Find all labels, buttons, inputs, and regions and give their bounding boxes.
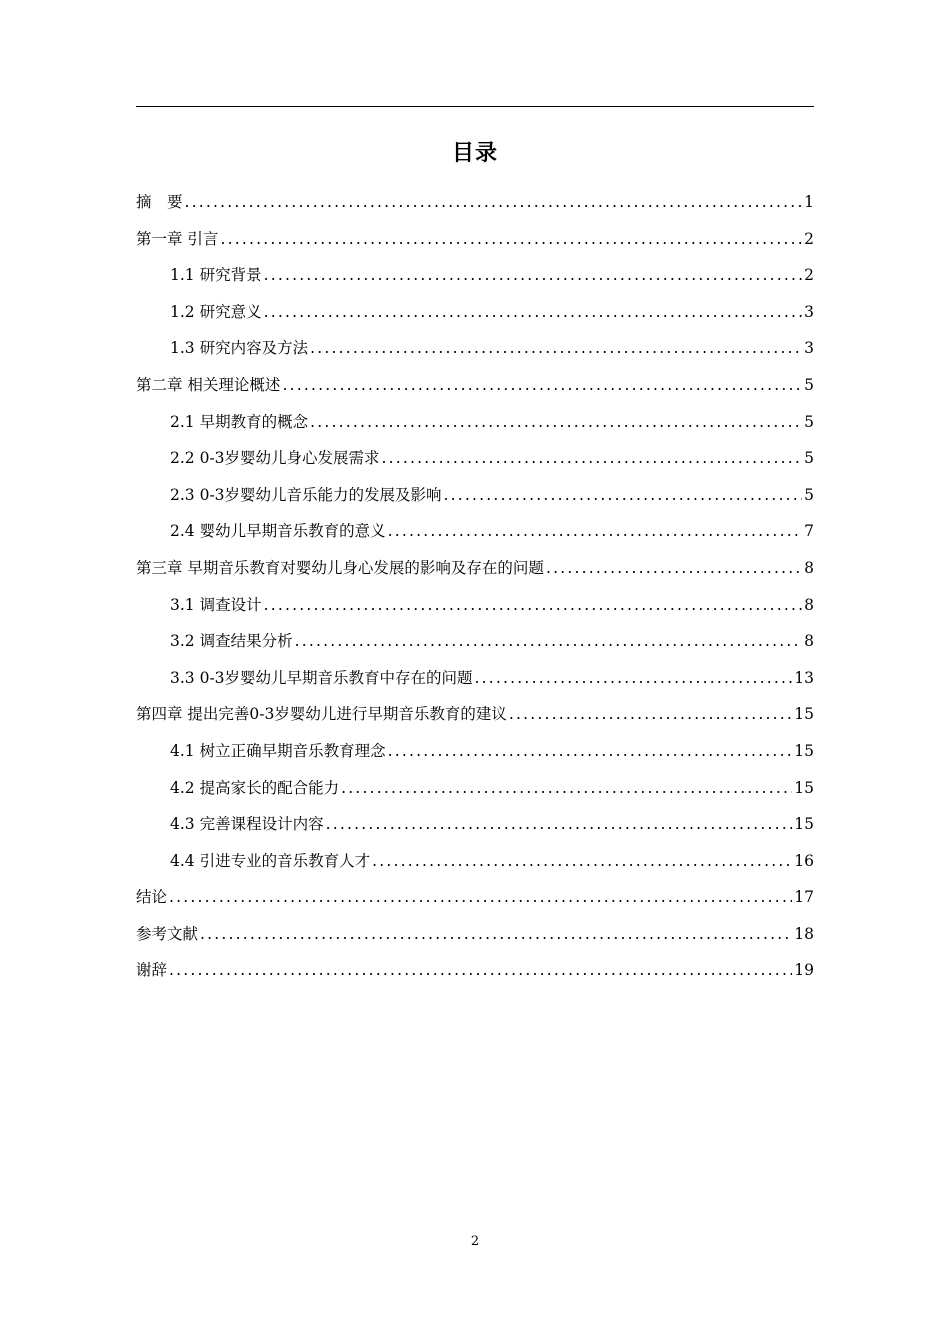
toc-leader-dots [264,587,803,624]
toc-entry-page: 5 [804,375,814,394]
toc-leader-dots [388,733,793,770]
toc-entry-label: 2.2 0-3岁婴幼儿身心发展需求 [170,449,380,468]
toc-leader-dots [185,184,803,221]
toc-entry-page: 5 [804,412,814,431]
toc-entry[interactable] [136,367,814,404]
toc-entry-label: 第二章 相关理论概述 [136,375,281,394]
toc-entry[interactable] [136,184,814,221]
toc-leader-dots [169,952,792,989]
toc-leader-dots [310,404,802,441]
toc-entry-page: 5 [804,485,814,504]
toc-leader-dots [326,806,793,843]
toc-title: 目录 [451,141,498,166]
toc-leader-dots [264,294,803,331]
toc-entry[interactable] [136,257,814,294]
toc-leader-dots [169,879,792,916]
toc-entry-page: 3 [804,339,814,358]
toc-leader-dots [341,770,792,807]
toc-leader-dots [264,257,803,294]
toc-entry[interactable] [136,513,814,550]
toc-entry-label: 2.1 早期教育的概念 [170,412,309,431]
toc-entry-label: 谢辞 [136,961,168,980]
toc-entry[interactable] [136,294,814,331]
toc-entry[interactable] [136,587,814,624]
toc-entry[interactable] [136,660,814,697]
toc-entry-page: 7 [804,522,814,541]
toc-entry-page: 5 [804,449,814,468]
toc-leader-dots [310,330,802,367]
toc-entry[interactable] [136,404,814,441]
toc-entry-label: 第一章 引言 [136,229,219,248]
toc-leader-dots [444,477,803,514]
toc-entry[interactable] [136,330,814,367]
toc-entry-page: 8 [804,595,814,614]
toc-entry-label: 4.4 引进专业的音乐教育人才 [170,851,371,870]
toc-entry-page: 17 [794,888,814,907]
toc-list [136,184,814,989]
toc-entry-label: 1.3 研究内容及方法 [170,339,309,358]
toc-entry-page: 8 [804,632,814,651]
toc-entry-label: 3.2 调查结果分析 [170,632,293,651]
toc-entry-label: 摘 要 [136,193,183,211]
toc-entry-page: 3 [804,302,814,321]
toc-leader-dots [372,843,792,880]
toc-entry-label: 2.3 0-3岁婴幼儿音乐能力的发展及影响 [170,485,442,504]
toc-entry-label: 3.1 调查设计 [170,595,262,614]
toc-entry[interactable] [136,440,814,477]
toc-leader-dots [382,440,803,477]
toc-entry[interactable] [136,916,814,953]
toc-entry-page: 15 [794,705,814,724]
toc-entry-label: 2.4 婴幼儿早期音乐教育的意义 [170,522,386,541]
toc-entry-label: 4.1 树立正确早期音乐教育理念 [170,741,386,760]
toc-entry-page: 13 [794,668,814,687]
toc-leader-dots [282,367,802,404]
toc-leader-dots [295,623,803,660]
toc-entry[interactable] [136,770,814,807]
toc-leader-dots [509,696,792,733]
toc-entry-label: 1.1 研究背景 [170,266,262,285]
toc-leader-dots [388,513,803,550]
toc-entry-page: 2 [804,266,814,285]
toc-entry-page: 2 [804,229,814,248]
toc-entry-label: 第三章 早期音乐教育对婴幼儿身心发展的影响及存在的问题 [136,558,544,577]
toc-entry-page: 8 [804,558,814,577]
page-number: 2 [470,1234,480,1249]
toc-entry-label: 4.2 提高家长的配合能力 [170,778,340,797]
toc-entry[interactable] [136,806,814,843]
toc-entry[interactable] [136,952,814,989]
toc-entry-page: 1 [804,193,814,211]
toc-entry-page: 19 [794,961,814,980]
toc-entry-page: 15 [794,778,814,797]
toc-entry-page: 15 [794,815,814,834]
toc-entry-label: 第四章 提出完善0-3岁婴幼儿进行早期音乐教育的建议 [136,705,507,724]
toc-entry[interactable] [136,221,814,258]
toc-entry-page: 18 [794,924,814,943]
toc-entry-label: 3.3 0-3岁婴幼儿早期音乐教育中存在的问题 [170,668,473,687]
toc-entry-label: 4.3 完善课程设计内容 [170,815,324,834]
toc-entry[interactable] [136,696,814,733]
toc-entry[interactable] [136,550,814,587]
toc-entry-label: 结论 [136,888,168,907]
toc-entry-page: 16 [794,851,814,870]
toc-leader-dots [546,550,802,587]
toc-leader-dots [475,660,793,697]
toc-entry[interactable] [136,733,814,770]
header-rule [136,106,814,107]
toc-entry-label: 参考文献 [136,924,199,943]
toc-entry[interactable] [136,879,814,916]
toc-entry[interactable] [136,477,814,514]
toc-entry-page: 15 [794,741,814,760]
toc-leader-dots [220,221,802,258]
toc-entry[interactable] [136,623,814,660]
toc-leader-dots [200,916,792,953]
toc-entry-label: 1.2 研究意义 [170,302,262,321]
toc-entry[interactable] [136,843,814,880]
